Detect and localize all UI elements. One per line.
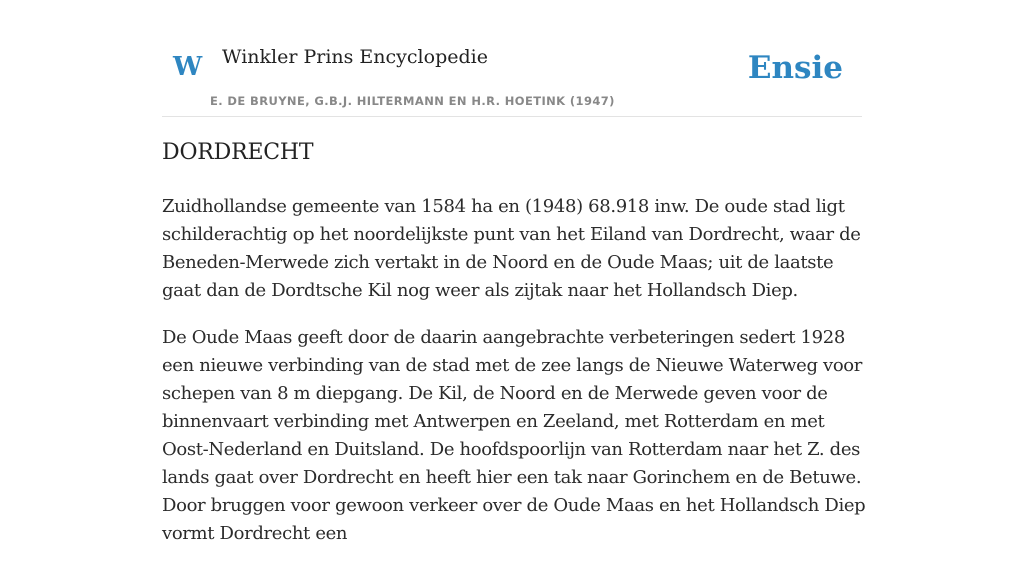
winkler-prins-logo-icon[interactable]: W (173, 52, 203, 82)
article-body (162, 193, 868, 567)
encyclopedia-header (162, 0, 862, 117)
article-paragraph: Zuidhollandse gemeente van 1584 ha en (1948) 68.918 inw. De oude stad ligt schilderachtig op het noordelijkste punt van het Eiland van Dordrecht, waar de Beneden-Merwede zich vertakt in de Noord en de Oude Maas; uit de laatste gaat dan de Dordtsche Kil nog weer als zijtak naar het Hollandsch Diep. (162, 196, 861, 301)
encyclopedia-authors: E. DE BRUYNE, G.B.J. HILTERMANN EN H.R. HOETINK (1947) (210, 94, 615, 108)
ensie-logo-link[interactable]: Ensie (747, 50, 843, 86)
article-headword: DORDRECHT (162, 140, 314, 165)
encyclopedia-title-link[interactable]: Winkler Prins Encyclopedie (222, 46, 488, 68)
article-paragraph: De Oude Maas geeft door de daarin aangebrachte verbeteringen sedert 1928 een nieuwe verbinding van de stad met de zee langs de Nieuwe Waterweg voor schepen van 8 m diepgang. De Kil, de Noord en de Merwede geven voor de binnenvaart verbinding met Antwerpen en Zeeland, met Rotterdam en met Oost-Nederland en Duitsland. De hoofdspoorlijn van Rotterdam naar het Z. des lands gaat over Dordrecht en heeft hier een tak naar Gorinchem en de Betuwe. Door bruggen voor gewoon verkeer over de Oude Maas en het Hollandsch Diep vormt Dordrecht een (162, 327, 866, 544)
